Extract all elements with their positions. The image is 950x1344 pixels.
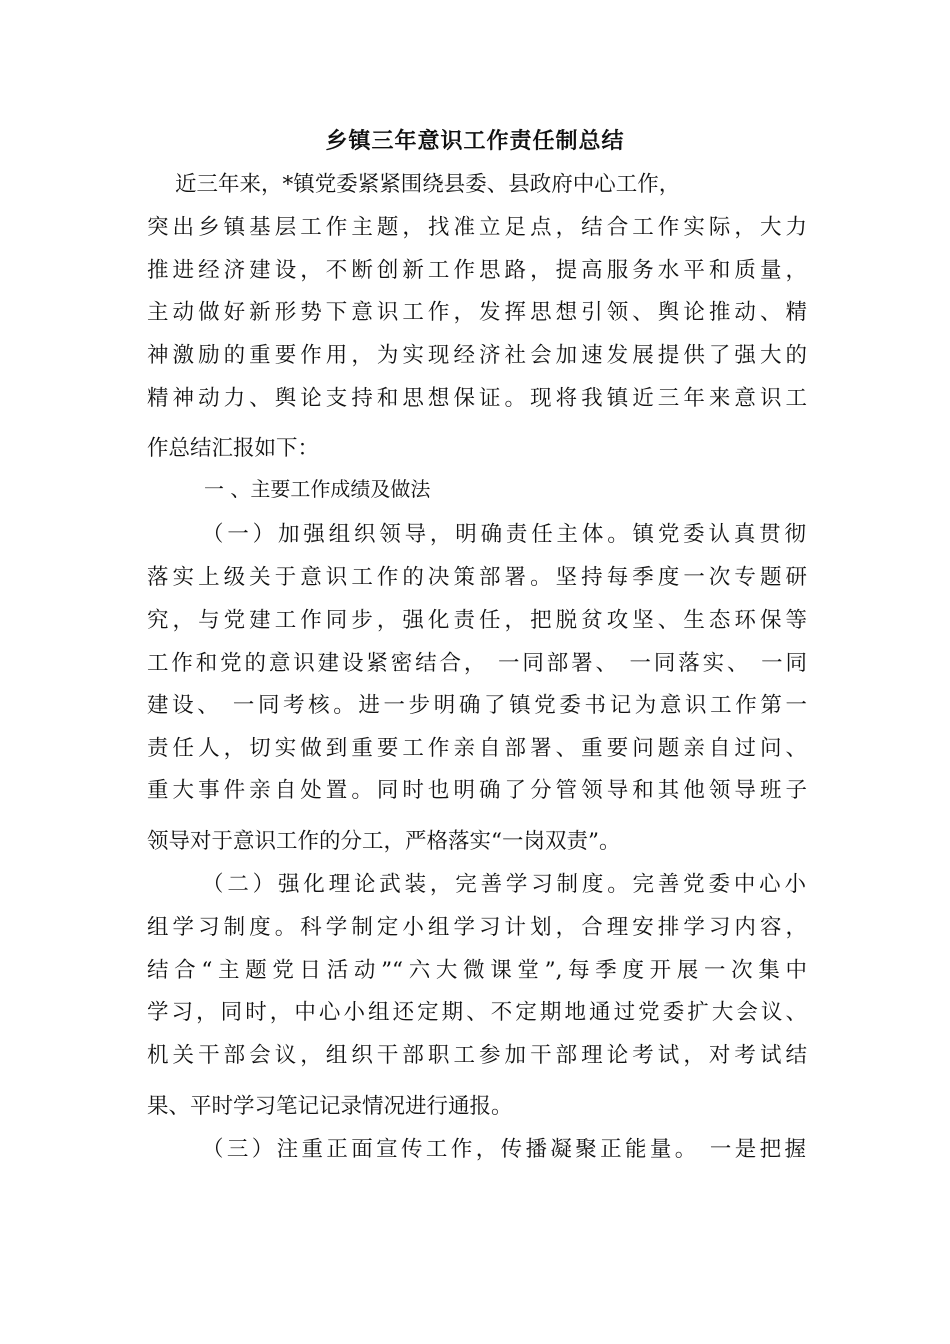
body-line: 领导对于意识工作的分工，严格落实“一岗双责”。	[147, 829, 621, 854]
body-line: 近三年来，*镇党委紧紧围绕县委、县政府中心工作，	[175, 172, 681, 197]
subsection-line: （一）加强组织领导，明确责任主体。镇党委认真贯彻	[202, 522, 806, 547]
section-heading: 一 、主要工作成绩及做法	[204, 477, 431, 501]
body-line: 组学习制度。科学制定小组学习计划，合理安排学习内容，	[147, 915, 807, 940]
document-title: 乡镇三年意识工作责任制总结	[325, 128, 625, 154]
body-line: 主动做好新形势下意识工作，发挥思想引领、舆论推动、精	[147, 300, 807, 325]
body-line: 推进经济建设，不断创新工作思路，提高服务水平和质量，	[147, 258, 807, 283]
body-line: 结合“主题党日活动”“六大微课堂”,每季度开展一次集中	[147, 958, 807, 983]
body-line: 建设、 一同考核。进一步明确了镇党委书记为意识工作第一	[147, 693, 807, 718]
body-line: 工作和党的意识建设紧密结合， 一同部署、 一同落实、 一同	[147, 651, 807, 676]
body-line: 重大事件亲自处置。同时也明确了分管领导和其他领导班子	[147, 778, 807, 803]
body-line: 学习，同时，中心小组还定期、不定期地通过党委扩大会议、	[147, 1000, 807, 1025]
body-line: 究，与党建工作同步，强化责任，把脱贫攻坚、生态环保等	[147, 608, 807, 633]
body-line: 果、平时学习笔记记录情况进行通报。	[147, 1094, 513, 1119]
body-line: 作总结汇报如下：	[147, 436, 320, 461]
body-line: 精神动力、舆论支持和思想保证。现将我镇近三年来意识工	[147, 386, 807, 411]
body-line: 机关干部会议，组织干部职工参加干部理论考试，对考试结	[147, 1043, 807, 1068]
body-line: 突出乡镇基层工作主题，找准立足点，结合工作实际，大力	[147, 215, 807, 240]
subsection-line: （二）强化理论武装，完善学习制度。完善党委中心小	[202, 872, 806, 897]
body-line: 责任人，切实做到重要工作亲自部署、重要问题亲自过问、	[147, 736, 807, 761]
body-line: 神激励的重要作用，为实现经济社会加速发展提供了强大的	[147, 343, 807, 368]
body-line: 落实上级关于意识工作的决策部署。坚持每季度一次专题研	[147, 565, 807, 590]
subsection-line: （三）注重正面宣传工作，传播凝聚正能量。 一是把握	[202, 1137, 806, 1162]
